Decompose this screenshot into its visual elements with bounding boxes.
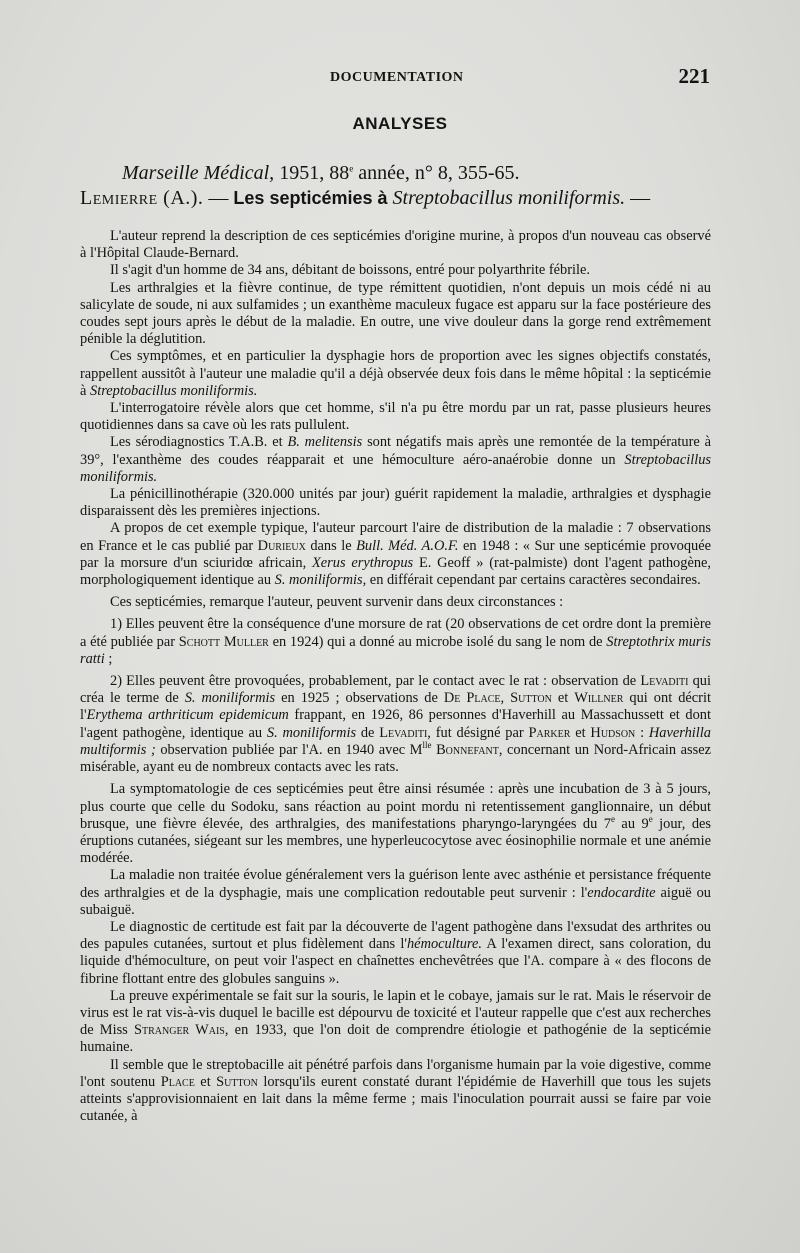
running-title: DOCUMENTATION	[330, 70, 464, 85]
paragraph-text: L'interrogatoire révèle alors que cet homme, s'il n'a pu être mordu par un rat, passe plusieurs heures quotidiennes dans sa cave où les rats pullulent.	[80, 400, 711, 434]
disease-name: endocardite	[587, 884, 656, 901]
paragraph-text: dans le	[305, 537, 357, 554]
author-name: Place	[160, 1073, 195, 1090]
paragraph-text: en 1948 : « Sur une septicémie provoquée par la morsure d'un sciuridœ africain,	[80, 537, 712, 571]
page-header	[80, 64, 710, 94]
paragraph	[80, 486, 711, 520]
paragraph	[80, 1057, 711, 1126]
paragraph	[80, 594, 711, 611]
paragraph	[80, 919, 711, 988]
species-name: Streptobacillus moniliformis.	[80, 451, 711, 485]
paragraph-text: qui créa le terme de	[80, 673, 711, 707]
species-name: Streptobacillus moniliformis.	[90, 382, 258, 399]
author-name: Stranger Wais,	[134, 1022, 229, 1039]
paragraph	[80, 262, 711, 279]
paragraph-text: La maladie non traitée évolue généralement vers la guérison lente avec asthénie et persistance fréquente des arthralgies et de la dysphagie, mais une complication redoutable peut survenir : l'	[80, 867, 711, 901]
emphasis: hémoculture.	[406, 936, 482, 953]
paragraph	[80, 280, 711, 349]
paragraph-text: La pénicillinothérapie (320.000 unités par jour) guérit rapidement la maladie, arthralgies et dysphagie disparaissent dès les premières injections.	[80, 486, 711, 520]
species-name: Xerus erythropus	[311, 554, 414, 571]
paragraph	[80, 348, 711, 400]
journal-name: Marseille Médical,	[122, 162, 275, 184]
paragraph-text: aiguë ou subaiguë.	[80, 884, 711, 918]
paragraph-text: frappant, en 1926, 86 personnes d'Haverhill au Massachussett et dont l'agent pathogène, identique au	[80, 707, 711, 741]
paragraph-text: et	[551, 690, 575, 707]
paragraph-text: Ces symptômes, et en particulier la dysphagie hors de proportion avec les signes objectifs constatés, rappellent aussitôt à l'auteur une maladie qu'il a déjà observée deux fois dans le même hôpital : la septicémie à	[80, 348, 711, 399]
author-name: Parker	[528, 724, 571, 741]
paragraph-text: Le diagnostic de certitude est fait par la découverte de l'agent pathogène dans l'exsudat des arthrites ou des papules cutanées, surtout et plus fidèlement dans l'	[80, 918, 711, 953]
paragraph-text: qui ont décrit l'	[80, 690, 711, 724]
paragraph-text: fut désigné par	[430, 724, 529, 741]
paragraph-text: ;	[104, 650, 113, 667]
journal-year: 1951, 88	[274, 162, 350, 184]
journal-citation: Bull. Méd. A.O.F.	[356, 537, 459, 554]
species-name: B. melitensis	[287, 434, 363, 451]
journal-sup: e	[349, 163, 354, 174]
article-title-species: Streptobacillus moniliformis.	[387, 187, 626, 209]
species-name: S. moniliformis,	[274, 572, 367, 589]
article-title: Les septicémies à	[233, 188, 388, 208]
paragraph	[80, 673, 711, 776]
dash: —	[625, 187, 651, 209]
article-author: Lemierre (A.).	[80, 187, 204, 209]
paragraph	[80, 781, 711, 867]
author-name: Bonnefant,	[436, 741, 503, 758]
paragraph-text: A l'examen direct, sans coloration, du liquide d'hémoculture, on peut voir l'aspect en chaînettes enchevêtrées que l'A. compare à « des flocons de fibrine flottant entre des globules sanguins ».	[80, 936, 711, 987]
author-name: De Place, Sutton	[443, 690, 552, 707]
paragraph-text: en différait cependant par certains caractères secondaires.	[366, 572, 701, 589]
paragraph-text: en 1924) qui a donné au microbe isolé du sang le nom de	[268, 633, 607, 650]
author-name: Durieux	[257, 537, 306, 554]
paragraph-text: lorsqu'ils eurent constaté durant l'épidémie de Haverhill que tous les sujets atteints s'approvisionnaient en lait dans la même ferme ; mais l'inoculation pourrait aussi se faire par voie cutanée, à	[80, 1073, 711, 1125]
journal-reference	[122, 162, 519, 185]
dash: —	[203, 187, 234, 209]
species-name: S. moniliformis	[266, 724, 357, 741]
paragraph	[80, 867, 711, 919]
paragraph-text: E. Geoff » (rat-palmiste) dont l'agent pathogène, morphologiquement identique au	[80, 554, 712, 589]
paragraph-text: concernant un Nord-Africain assez misérable, ayant eu de nombreux contacts avec les rats.	[80, 741, 711, 776]
paragraph-text: A propos de cet exemple typique, l'auteur parcourt l'aire de distribution de la maladie : 7 observations en France et le cas publié par	[80, 520, 711, 554]
author-name: Schott Muller	[178, 633, 269, 650]
species-name: Haverhilla multiformis ;	[80, 724, 711, 758]
paragraph	[80, 988, 711, 1057]
paragraph-text: jour, des éruptions cutanées, siégeant sur les membres, une hyperleucocytose avec éosinophilie normale et une anémie modérée.	[80, 815, 712, 867]
paragraph-text: La preuve expérimentale se fait sur la souris, le lapin et le cobaye, jamais sur le rat. Mais le réservoir de virus est le rat vis-à-vis duquel le bacille est dépourvu de toxicité et l'auteur rappelle que c'est aux recherches de Miss	[80, 987, 711, 1039]
paragraph-text: en 1933, que l'on doit de comprendre étiologie et pathogénie de la septicémie humaine.	[80, 1022, 711, 1056]
article-body	[80, 228, 711, 1125]
section-title: ANALYSES	[352, 114, 448, 133]
page-number: 221	[678, 64, 710, 88]
paragraph	[80, 520, 711, 589]
author-name: Willner	[574, 690, 624, 707]
paragraph-text: Il semble que le streptobacille ait pénétré parfois dans l'organisme humain par la voie digestive, comme l'ont soutenu	[80, 1056, 711, 1090]
paragraph-text: de	[356, 724, 380, 741]
species-name: Streptothrix muris ratti	[80, 633, 711, 667]
superscript: e	[610, 813, 615, 824]
paragraph-text: 2) Elles peuvent être provoquées, probablement, par le contact avec le rat : observation de	[110, 673, 641, 690]
paragraph-text: et	[194, 1073, 217, 1090]
journal-issue: année, n° 8, 355-65.	[353, 162, 520, 184]
paragraph-text: en 1925 ; observations de	[275, 690, 444, 707]
paragraph-text: Les sérodiagnostics T.A.B. et	[110, 434, 288, 451]
paragraph	[80, 228, 711, 262]
paragraph-text: 1) Elles peuvent être la conséquence d'une morsure de rat (20 observations de cet ordre dont la première a été publiée par	[80, 616, 711, 650]
paragraph	[80, 434, 711, 486]
paragraph-text: L'auteur reprend la description de ces septicémies d'origine murine, à propos d'un nouveau cas observé à l'Hôpital Claude-Bernard.	[80, 228, 711, 262]
author-name: Levaditi,	[379, 724, 431, 741]
paragraph	[80, 400, 711, 434]
paragraph-text: et	[570, 724, 591, 741]
author-name: Hudson	[590, 724, 636, 741]
author-name: Sutton	[216, 1073, 258, 1090]
superscript: lle	[422, 740, 432, 751]
disease-name: Erythema arthriticum epidemicum	[86, 707, 289, 724]
paragraph-text: au 9	[614, 815, 649, 832]
paragraph-text: La symptomatologie de ces septicémies peut être ainsi résumée : après une incubation de 3 à 5 jours, plus courte que celle du Sodoku, sans réaction au point mordu ni retentissement ganglionnaire, un début brusque, une fièvre élevée, des arthralgies, des manifestations pharyngo-laryngées du 7	[80, 781, 711, 832]
paragraph	[80, 616, 711, 668]
superscript: e	[648, 813, 653, 824]
article-heading	[80, 187, 710, 210]
paragraph-text: observation publiée par l'A. en 1940 avec M	[155, 741, 423, 758]
paragraph-text: Il s'agit d'un homme de 34 ans, débitant de boissons, entré pour polyarthrite fébrile.	[110, 262, 590, 279]
paragraph-text: :	[635, 724, 649, 741]
author-name: Levaditi	[640, 673, 689, 690]
paragraph-text: Les arthralgies et la fièvre continue, de type rémittent quotidien, n'ont depuis un mois cédé ni au salicylate de soude, ni aux sulfamides ; un exanthème maculeux fugace est apparu sur la face postérieure des coudes sept jours après le début de la maladie. En outre, une vive douleur dans la gorge rend extrêmement pénible la déglutition.	[80, 279, 711, 348]
paragraph-text: Ces septicémies, remarque l'auteur, peuvent survenir dans deux circonstances :	[110, 594, 564, 611]
paragraph-text: sont négatifs mais après une remontée de la température à 39°, l'exanthème des coudes réapparait et une hémoculture aéro-anaérobie donne un	[80, 434, 711, 468]
species-name: S. moniliformis	[184, 690, 276, 707]
